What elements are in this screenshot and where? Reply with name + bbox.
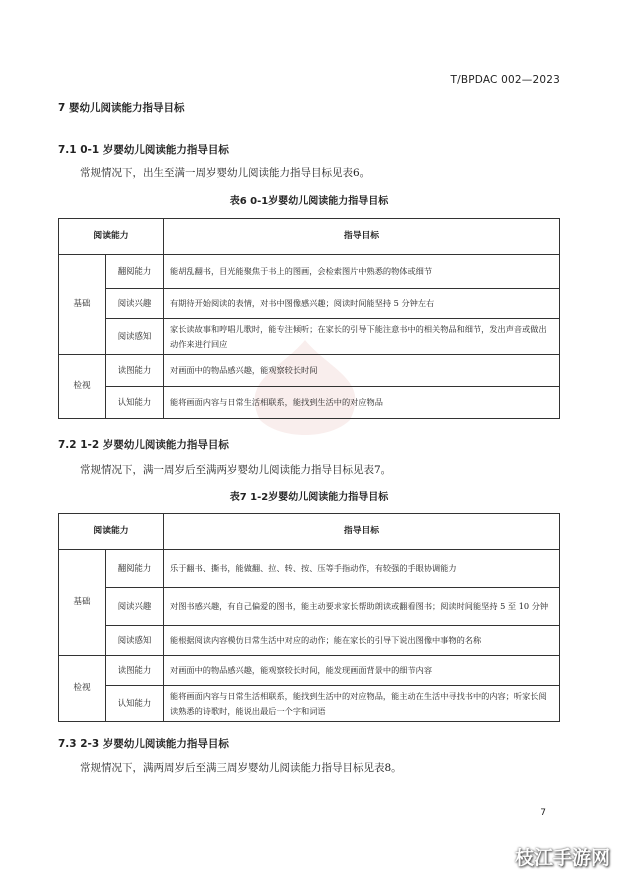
section-7-title: 7 婴幼儿阅读能力指导目标 (58, 102, 185, 114)
table-7-subcategory: 翻阅能力 (106, 550, 164, 588)
table-6-subcategory: 阅读兴趣 (106, 289, 164, 319)
table-7-goal: 对图书感兴趣，有自己偏爱的图书，能主动要求家长帮助朗读或翻看图书；阅读时间能坚持 5 至 10 分钟 (164, 588, 560, 626)
table-6-goal: 对画面中的物品感兴趣，能观察较长时间 (164, 355, 560, 387)
table-6-goal: 能将画面内容与日常生活相联系，能找到生活中的对应物品 (164, 387, 560, 419)
table-7-subcategory: 阅读感知 (106, 626, 164, 656)
table-6-subcategory: 阅读感知 (106, 319, 164, 355)
table-6-caption: 表6 0-1岁婴幼儿阅读能力指导目标 (229, 196, 389, 207)
section-7-2-intro: 常规情况下，满一周岁后至满两岁婴幼儿阅读能力指导目标见表7。 (80, 464, 392, 476)
table-7-subcategory: 认知能力 (106, 686, 164, 722)
table-6-goal: 能胡乱翻书，目光能聚焦于书上的图画，会检索图片中熟悉的物体或细节 (164, 255, 560, 289)
section-7-1-title: 7.1 0-1 岁婴幼儿阅读能力指导目标 (58, 144, 229, 156)
table-7-goal: 对画面中的物品感兴趣，能观察较长时间，能发现画面背景中的细节内容 (164, 656, 560, 686)
table-6-header-goal: 指导目标 (164, 219, 560, 255)
table-7-subcategory: 阅读兴趣 (106, 588, 164, 626)
table-7 (58, 513, 560, 722)
table-7-category-basic: 基础 (59, 550, 106, 656)
table-7-category-review: 检视 (59, 656, 106, 722)
table-7-goal: 乐于翻书、撕书，能做翻、拉、转、按、压等手指动作，有较强的手眼协调能力 (164, 550, 560, 588)
table-6-goal: 有期待开始阅读的表情，对书中图像感兴趣；阅读时间能坚持 5 分钟左右 (164, 289, 560, 319)
section-7-3-title: 7.3 2-3 岁婴幼儿阅读能力指导目标 (58, 738, 229, 750)
table-6 (58, 218, 560, 419)
table-6-category-review: 检视 (59, 355, 106, 419)
table-7-caption: 表7 1-2岁婴幼儿阅读能力指导目标 (229, 492, 389, 503)
table-6-subcategory: 读图能力 (106, 355, 164, 387)
table-6-header-ability: 阅读能力 (59, 219, 164, 255)
table-7-goal: 能根据阅读内容模仿日常生活中对应的动作；能在家长的引导下说出图像中事物的名称 (164, 626, 560, 656)
document-id: T/BPDAC 002—2023 (450, 74, 560, 86)
section-7-1-intro: 常规情况下，出生至满一周岁婴幼儿阅读能力指导目标见表6。 (80, 167, 371, 179)
table-7-goal: 能将画面内容与日常生活相联系，能找到生活中的对应物品，能主动在生活中寻找书中的内容；听家长阅读熟悉的诗歌时，能说出最后一个字和词语 (164, 686, 560, 722)
section-7-3-intro: 常规情况下，满两周岁后至满三周岁婴幼儿阅读能力指导目标见表8。 (80, 762, 402, 774)
page-number: 7 (540, 808, 546, 818)
table-7-header-goal: 指导目标 (164, 514, 560, 550)
table-6-goal: 家长读故事和哼唱儿歌时，能专注倾听；在家长的引导下能注意书中的相关物品和细节，发出声音或做出动作来进行回应 (164, 319, 560, 355)
table-7-header-ability: 阅读能力 (59, 514, 164, 550)
table-6-category-basic: 基础 (59, 255, 106, 355)
table-6-subcategory: 翻阅能力 (106, 255, 164, 289)
table-7-subcategory: 读图能力 (106, 656, 164, 686)
table-6-subcategory: 认知能力 (106, 387, 164, 419)
watermark-text: 枝江手游网 (514, 847, 610, 869)
section-7-2-title: 7.2 1-2 岁婴幼儿阅读能力指导目标 (58, 439, 229, 451)
